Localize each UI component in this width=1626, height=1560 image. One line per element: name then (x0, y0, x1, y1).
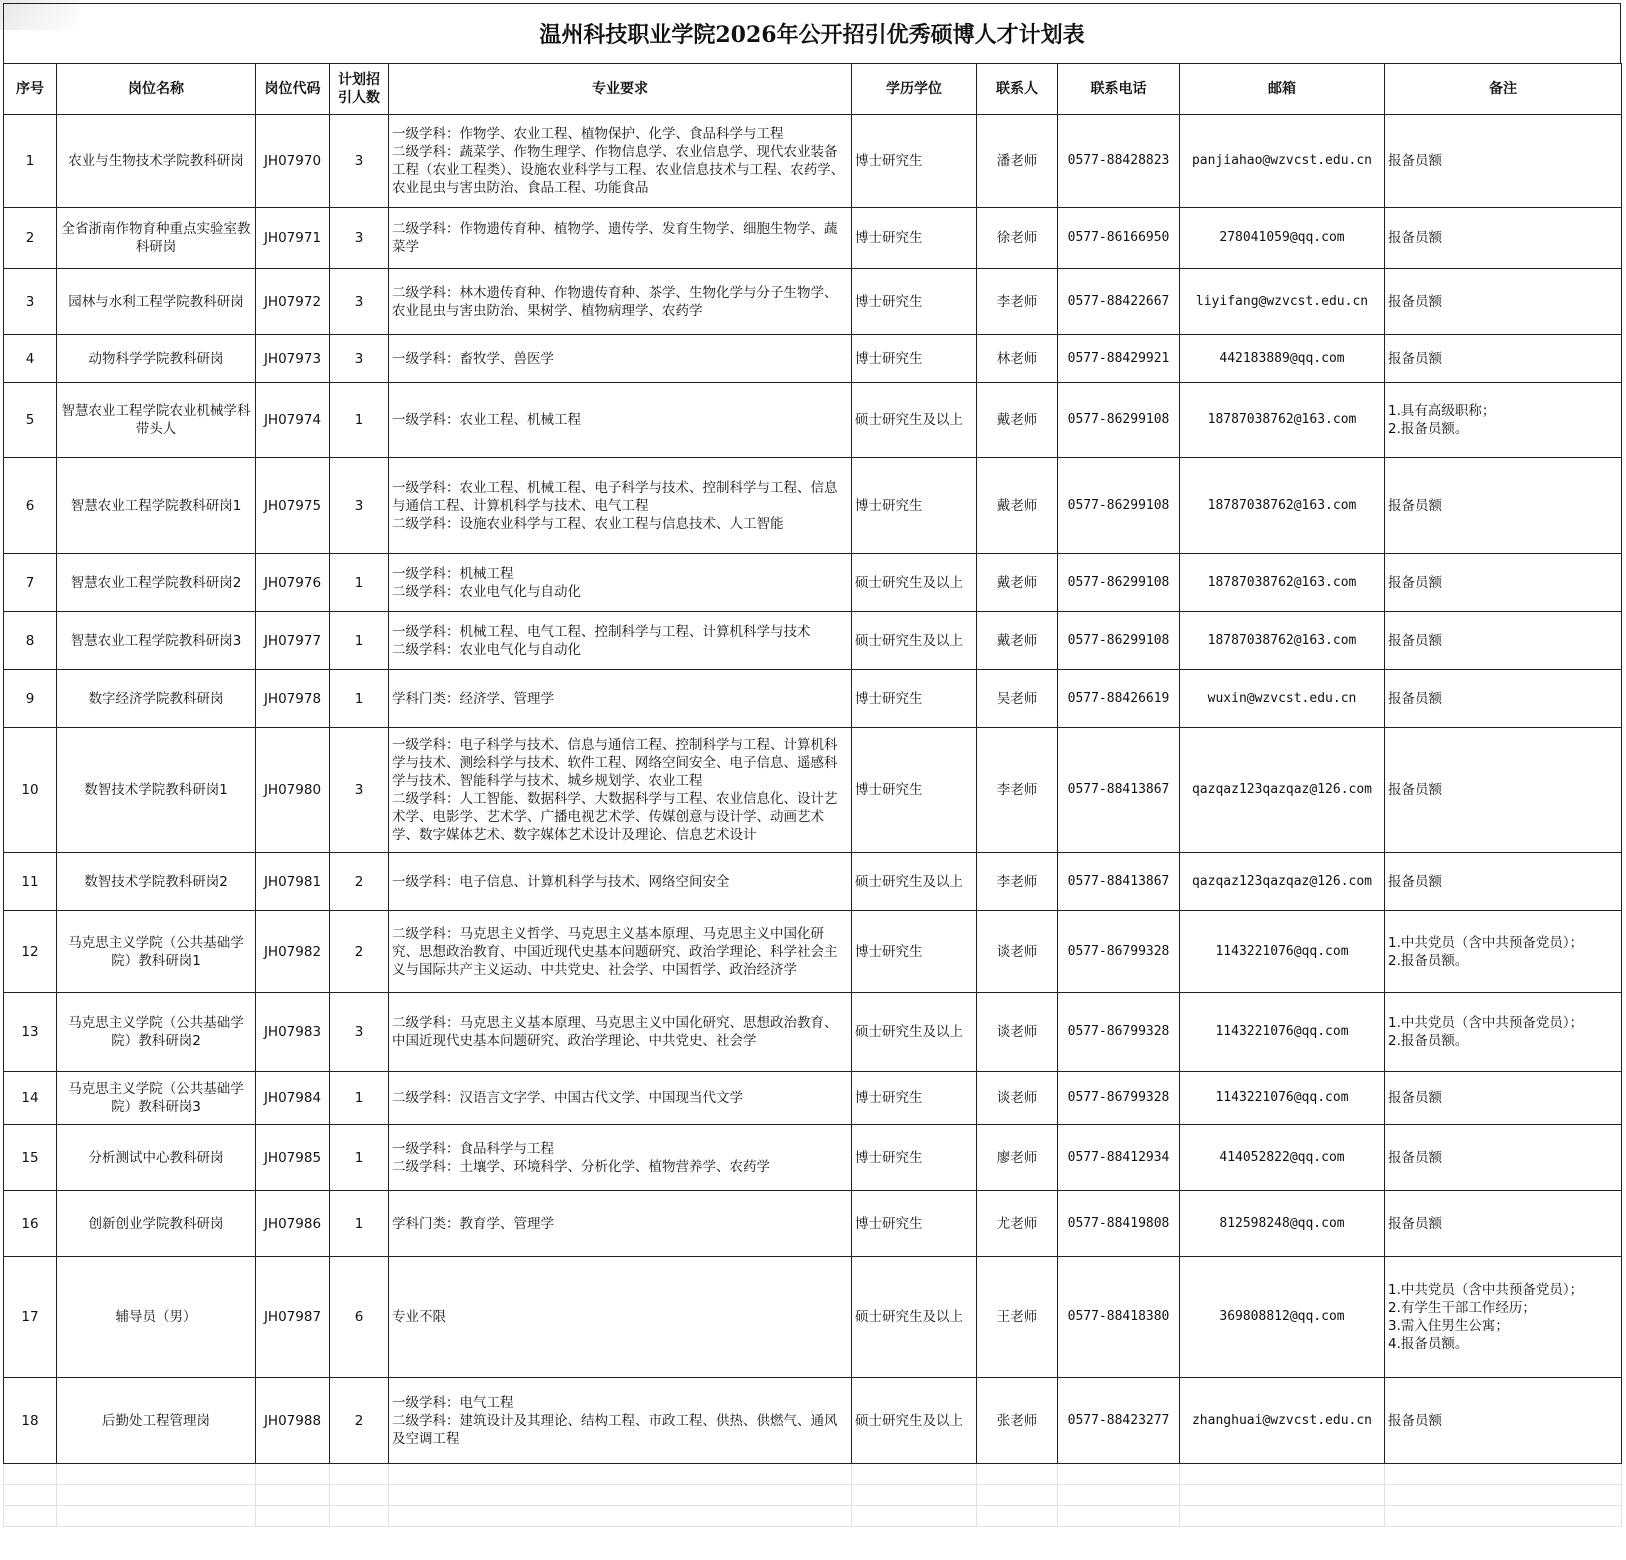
cell-note[interactable]: 1.具有高级职称； 2.报备员额。 (1385, 383, 1622, 458)
cell-count[interactable]: 2 (330, 911, 389, 993)
cell-degree[interactable]: 硕士研究生及以上 (852, 853, 977, 911)
cell-contact[interactable]: 张老师 (977, 1378, 1058, 1464)
cell-email[interactable]: qazqaz123qazqaz@126.com (1180, 853, 1385, 911)
empty-cell[interactable] (330, 1464, 389, 1485)
recruitment-table (3, 63, 1622, 1527)
empty-row (4, 1464, 1622, 1485)
table-row (4, 115, 1622, 208)
empty-cell[interactable] (330, 1506, 389, 1527)
cell-degree[interactable]: 硕士研究生及以上 (852, 612, 977, 670)
cell-code[interactable]: JH07984 (256, 1072, 330, 1125)
cell-no[interactable]: 2 (4, 208, 57, 269)
cell-position[interactable]: 分析测试中心教科研岗 (57, 1125, 256, 1191)
header-no[interactable]: 序号 (4, 64, 57, 115)
empty-cell[interactable] (977, 1506, 1058, 1527)
cell-code[interactable]: JH07988 (256, 1378, 330, 1464)
cell-major[interactable]: 二级学科：作物遗传育种、植物学、遗传学、发育生物学、细胞生物学、蔬菜学 (389, 208, 852, 269)
cell-note[interactable]: 报备员额 (1385, 554, 1622, 612)
cell-degree[interactable]: 博士研究生 (852, 728, 977, 853)
cell-contact[interactable]: 谈老师 (977, 1072, 1058, 1125)
cell-major[interactable]: 二级学科：林木遗传育种、作物遗传育种、茶学、生物化学与分子生物学、农业昆虫与害虫防治、果树学、植物病理学、农药学 (389, 269, 852, 335)
cell-count[interactable]: 1 (330, 1125, 389, 1191)
cell-major[interactable]: 学科门类：经济学、管理学 (389, 670, 852, 728)
table-row (4, 335, 1622, 383)
spreadsheet (3, 3, 1621, 1527)
cell-phone[interactable]: 0577-88412934 (1058, 1125, 1180, 1191)
cell-position[interactable]: 智慧农业工程学院教科研岗3 (57, 612, 256, 670)
cell-count[interactable]: 1 (330, 1191, 389, 1257)
cell-code[interactable]: JH07987 (256, 1257, 330, 1378)
table-row (4, 458, 1622, 554)
cell-note[interactable]: 报备员额 (1385, 612, 1622, 670)
cell-email[interactable]: 442183889@qq.com (1180, 335, 1385, 383)
table-row (4, 1378, 1622, 1464)
sheet-title: 温州科技职业学院2026年公开招引优秀硕博人才计划表 (3, 3, 1621, 63)
empty-cell[interactable] (389, 1485, 852, 1506)
empty-cell[interactable] (1180, 1464, 1385, 1485)
cell-code[interactable]: JH07978 (256, 670, 330, 728)
cell-count[interactable]: 1 (330, 383, 389, 458)
cell-code[interactable]: JH07985 (256, 1125, 330, 1191)
cell-email[interactable]: qazqaz123qazqaz@126.com (1180, 728, 1385, 853)
cell-code[interactable]: JH07972 (256, 269, 330, 335)
cell-count[interactable]: 3 (330, 728, 389, 853)
cell-code[interactable]: JH07983 (256, 993, 330, 1072)
cell-note[interactable]: 报备员额 (1385, 208, 1622, 269)
cell-code[interactable]: JH07971 (256, 208, 330, 269)
cell-count[interactable]: 3 (330, 208, 389, 269)
cell-position[interactable]: 数智技术学院教科研岗1 (57, 728, 256, 853)
cell-code[interactable]: JH07976 (256, 554, 330, 612)
cell-phone[interactable]: 0577-86799328 (1058, 993, 1180, 1072)
cell-position[interactable]: 马克思主义学院（公共基础学院）教科研岗1 (57, 911, 256, 993)
cell-major[interactable]: 一级学科：农业工程、机械工程 (389, 383, 852, 458)
cell-position[interactable]: 园林与水利工程学院教科研岗 (57, 269, 256, 335)
cell-degree[interactable]: 博士研究生 (852, 1191, 977, 1257)
cell-phone[interactable]: 0577-88428823 (1058, 115, 1180, 208)
empty-cell[interactable] (256, 1464, 330, 1485)
table-row (4, 1072, 1622, 1125)
cell-contact[interactable]: 戴老师 (977, 458, 1058, 554)
cell-code[interactable]: JH07986 (256, 1191, 330, 1257)
cell-count[interactable]: 1 (330, 670, 389, 728)
cell-email[interactable]: zhanghuai@wzvcst.edu.cn (1180, 1378, 1385, 1464)
cell-no[interactable]: 12 (4, 911, 57, 993)
cell-note[interactable]: 报备员额 (1385, 335, 1622, 383)
cell-no[interactable]: 10 (4, 728, 57, 853)
empty-cell[interactable] (977, 1485, 1058, 1506)
cell-note[interactable]: 报备员额 (1385, 115, 1622, 208)
cell-major[interactable]: 一级学科：作物学、农业工程、植物保护、化学、食品科学与工程 二级学科：蔬菜学、作物生理学、作物信息学、农业信息学、现代农业装备工程（农业工程类）、设施农业科学与工程、农业信息技术与工程、农药学、农业昆虫与害虫防治、食品工程、功能食品 (389, 115, 852, 208)
cell-major[interactable]: 二级学科：马克思主义基本原理、马克思主义中国化研究、思想政治教育、中国近现代史基本问题研究、政治学理论、中共党史、社会学 (389, 993, 852, 1072)
empty-cell[interactable] (1385, 1485, 1622, 1506)
cell-contact[interactable]: 尤老师 (977, 1191, 1058, 1257)
cell-major[interactable]: 一级学科：电气工程 二级学科：建筑设计及其理论、结构工程、市政工程、供热、供燃气、通风及空调工程 (389, 1378, 852, 1464)
cell-degree[interactable]: 博士研究生 (852, 911, 977, 993)
table-row (4, 1125, 1622, 1191)
cell-degree[interactable]: 博士研究生 (852, 458, 977, 554)
cell-phone[interactable]: 0577-88413867 (1058, 728, 1180, 853)
header-count[interactable]: 计划招引人数 (330, 64, 389, 115)
cell-degree[interactable]: 博士研究生 (852, 1125, 977, 1191)
cell-no[interactable]: 9 (4, 670, 57, 728)
cell-email[interactable]: 278041059@qq.com (1180, 208, 1385, 269)
cell-degree[interactable]: 博士研究生 (852, 670, 977, 728)
cell-note[interactable]: 报备员额 (1385, 1072, 1622, 1125)
cell-phone[interactable]: 0577-86299108 (1058, 458, 1180, 554)
cell-position[interactable]: 马克思主义学院（公共基础学院）教科研岗3 (57, 1072, 256, 1125)
header-contact[interactable]: 联系人 (977, 64, 1058, 115)
cell-no[interactable]: 1 (4, 115, 57, 208)
cell-code[interactable]: JH07977 (256, 612, 330, 670)
cell-note[interactable]: 报备员额 (1385, 458, 1622, 554)
cell-contact[interactable]: 林老师 (977, 335, 1058, 383)
cell-contact[interactable]: 王老师 (977, 1257, 1058, 1378)
table-row (4, 269, 1622, 335)
empty-cell[interactable] (389, 1506, 852, 1527)
cell-phone[interactable]: 0577-88429921 (1058, 335, 1180, 383)
empty-cell[interactable] (4, 1506, 57, 1527)
cell-no[interactable]: 8 (4, 612, 57, 670)
cell-no[interactable]: 14 (4, 1072, 57, 1125)
empty-cell[interactable] (977, 1464, 1058, 1485)
cell-count[interactable]: 1 (330, 1072, 389, 1125)
cell-phone[interactable]: 0577-86299108 (1058, 383, 1180, 458)
empty-cell[interactable] (1058, 1464, 1180, 1485)
table-row (4, 853, 1622, 911)
cell-note[interactable]: 报备员额 (1385, 1191, 1622, 1257)
cell-major[interactable]: 一级学科：食品科学与工程 二级学科：土壤学、环境科学、分析化学、植物营养学、农药学 (389, 1125, 852, 1191)
cell-major[interactable]: 二级学科：汉语言文字学、中国古代文学、中国现当代文学 (389, 1072, 852, 1125)
cell-contact[interactable]: 李老师 (977, 728, 1058, 853)
header-phone[interactable]: 联系电话 (1058, 64, 1180, 115)
cell-position[interactable]: 智慧农业工程学院教科研岗2 (57, 554, 256, 612)
empty-cell[interactable] (1058, 1506, 1180, 1527)
cell-count[interactable]: 3 (330, 458, 389, 554)
cell-note[interactable]: 1.中共党员（含中共预备党员）； 2.报备员额。 (1385, 993, 1622, 1072)
cell-code[interactable]: JH07981 (256, 853, 330, 911)
empty-cell[interactable] (389, 1464, 852, 1485)
empty-cell[interactable] (256, 1485, 330, 1506)
cell-phone[interactable]: 0577-86166950 (1058, 208, 1180, 269)
cell-count[interactable]: 6 (330, 1257, 389, 1378)
cell-email[interactable]: panjiahao@wzvcst.edu.cn (1180, 115, 1385, 208)
cell-contact[interactable]: 谈老师 (977, 993, 1058, 1072)
empty-cell[interactable] (852, 1485, 977, 1506)
cell-degree[interactable]: 博士研究生 (852, 208, 977, 269)
cell-degree[interactable]: 硕士研究生及以上 (852, 1257, 977, 1378)
cell-note[interactable]: 报备员额 (1385, 1378, 1622, 1464)
cell-contact[interactable]: 戴老师 (977, 554, 1058, 612)
cell-no[interactable]: 5 (4, 383, 57, 458)
empty-cell[interactable] (57, 1485, 256, 1506)
table-row (4, 670, 1622, 728)
header-note[interactable]: 备注 (1385, 64, 1622, 115)
cell-contact[interactable]: 徐老师 (977, 208, 1058, 269)
cell-contact[interactable]: 谈老师 (977, 911, 1058, 993)
cell-no[interactable]: 7 (4, 554, 57, 612)
cell-position[interactable]: 后勤处工程管理岗 (57, 1378, 256, 1464)
cell-major[interactable]: 一级学科：机械工程 二级学科：农业电气化与自动化 (389, 554, 852, 612)
cell-major[interactable]: 一级学科：机械工程、电气工程、控制科学与工程、计算机科学与技术 二级学科：农业电气化与自动化 (389, 612, 852, 670)
cell-no[interactable]: 15 (4, 1125, 57, 1191)
table-row (4, 728, 1622, 853)
cell-phone[interactable]: 0577-88422667 (1058, 269, 1180, 335)
empty-cell[interactable] (57, 1506, 256, 1527)
cell-contact[interactable]: 吴老师 (977, 670, 1058, 728)
cell-position[interactable]: 辅导员（男） (57, 1257, 256, 1378)
empty-cell[interactable] (4, 1464, 57, 1485)
cell-count[interactable]: 1 (330, 612, 389, 670)
cell-no[interactable]: 18 (4, 1378, 57, 1464)
cell-major[interactable]: 一级学科：电子科学与技术、信息与通信工程、控制科学与工程、计算机科学与技术、测绘科学与技术、软件工程、网络空间安全、电子信息、遥感科学与技术、智能科学与技术、城乡规划学、农业工程 二级学科：人工智能、数据科学、大数据科学与工程、农业信息化、设计艺术学、电影学、艺术学、广播电视艺术学、传媒创意与设计学、动画艺术学、数字媒体艺术、数字媒体艺术设计及理论、信息艺术设计 (389, 728, 852, 853)
empty-cell[interactable] (852, 1464, 977, 1485)
cell-code[interactable]: JH07970 (256, 115, 330, 208)
cell-email[interactable]: 369808812@qq.com (1180, 1257, 1385, 1378)
table-row (4, 612, 1622, 670)
cell-major[interactable]: 一级学科：畜牧学、兽医学 (389, 335, 852, 383)
cell-no[interactable]: 17 (4, 1257, 57, 1378)
cell-major[interactable]: 一级学科：农业工程、机械工程、电子科学与技术、控制科学与工程、信息与通信工程、计算机科学与技术、电气工程 二级学科：设施农业科学与工程、农业工程与信息技术、人工智能 (389, 458, 852, 554)
cell-count[interactable]: 1 (330, 554, 389, 612)
cell-position[interactable]: 全省浙南作物育种重点实验室教科研岗 (57, 208, 256, 269)
cell-phone[interactable]: 0577-88426619 (1058, 670, 1180, 728)
empty-cell[interactable] (852, 1506, 977, 1527)
empty-cell[interactable] (1180, 1506, 1385, 1527)
cell-no[interactable]: 4 (4, 335, 57, 383)
cell-email[interactable]: 414052822@qq.com (1180, 1125, 1385, 1191)
cell-major[interactable]: 一级学科：电子信息、计算机科学与技术、网络空间安全 (389, 853, 852, 911)
cell-major[interactable]: 二级学科：马克思主义哲学、马克思主义基本原理、马克思主义中国化研究、思想政治教育、中国近现代史基本问题研究、政治学理论、科学社会主义与国际共产主义运动、中共党史、社会学、中国哲学、政治经济学 (389, 911, 852, 993)
cell-email[interactable]: 18787038762@163.com (1180, 383, 1385, 458)
cell-position[interactable]: 数字经济学院教科研岗 (57, 670, 256, 728)
cell-contact[interactable]: 戴老师 (977, 612, 1058, 670)
cell-phone[interactable]: 0577-86799328 (1058, 911, 1180, 993)
cell-phone[interactable]: 0577-88413867 (1058, 853, 1180, 911)
cell-email[interactable]: liyifang@wzvcst.edu.cn (1180, 269, 1385, 335)
empty-cell[interactable] (256, 1506, 330, 1527)
cell-email[interactable]: 18787038762@163.com (1180, 458, 1385, 554)
cell-no[interactable]: 16 (4, 1191, 57, 1257)
cell-phone[interactable]: 0577-86299108 (1058, 554, 1180, 612)
cell-email[interactable]: 1143221076@qq.com (1180, 911, 1385, 993)
cell-no[interactable]: 3 (4, 269, 57, 335)
empty-cell[interactable] (1180, 1485, 1385, 1506)
header-degree[interactable]: 学历学位 (852, 64, 977, 115)
cell-count[interactable]: 3 (330, 269, 389, 335)
cell-contact[interactable]: 廖老师 (977, 1125, 1058, 1191)
cell-note[interactable]: 报备员额 (1385, 670, 1622, 728)
empty-cell[interactable] (1385, 1506, 1622, 1527)
cell-email[interactable]: 18787038762@163.com (1180, 554, 1385, 612)
table-row (4, 383, 1622, 458)
cell-contact[interactable]: 李老师 (977, 269, 1058, 335)
cell-degree[interactable]: 硕士研究生及以上 (852, 554, 977, 612)
empty-cell[interactable] (330, 1485, 389, 1506)
cell-code[interactable]: JH07980 (256, 728, 330, 853)
cell-note[interactable]: 报备员额 (1385, 269, 1622, 335)
empty-row (4, 1485, 1622, 1506)
cell-note[interactable]: 报备员额 (1385, 728, 1622, 853)
cell-degree[interactable]: 博士研究生 (852, 335, 977, 383)
cell-contact[interactable]: 戴老师 (977, 383, 1058, 458)
cell-note[interactable]: 1.中共党员（含中共预备党员）； 2.有学生干部工作经历； 3.需入住男生公寓； 4.报备员额。 (1385, 1257, 1622, 1378)
table-row (4, 208, 1622, 269)
cell-code[interactable]: JH07982 (256, 911, 330, 993)
header-row (4, 64, 1622, 115)
empty-cell[interactable] (1385, 1464, 1622, 1485)
header-code[interactable]: 岗位代码 (256, 64, 330, 115)
header-position[interactable]: 岗位名称 (57, 64, 256, 115)
cell-position[interactable]: 农业与生物技术学院教科研岗 (57, 115, 256, 208)
cell-email[interactable]: 812598248@qq.com (1180, 1191, 1385, 1257)
cell-note[interactable]: 报备员额 (1385, 853, 1622, 911)
cell-code[interactable]: JH07973 (256, 335, 330, 383)
cell-degree[interactable]: 硕士研究生及以上 (852, 993, 977, 1072)
cell-email[interactable]: wuxin@wzvcst.edu.cn (1180, 670, 1385, 728)
cell-contact[interactable]: 李老师 (977, 853, 1058, 911)
cell-code[interactable]: JH07975 (256, 458, 330, 554)
cell-count[interactable]: 3 (330, 335, 389, 383)
table-row (4, 993, 1622, 1072)
empty-cell[interactable] (1058, 1485, 1180, 1506)
cell-count[interactable]: 3 (330, 115, 389, 208)
cell-major[interactable]: 专业不限 (389, 1257, 852, 1378)
cell-email[interactable]: 1143221076@qq.com (1180, 993, 1385, 1072)
header-major[interactable]: 专业要求 (389, 64, 852, 115)
cell-degree[interactable]: 博士研究生 (852, 115, 977, 208)
cell-phone[interactable]: 0577-86799328 (1058, 1072, 1180, 1125)
table-row (4, 1191, 1622, 1257)
cell-degree[interactable]: 博士研究生 (852, 269, 977, 335)
cell-code[interactable]: JH07974 (256, 383, 330, 458)
cell-note[interactable]: 报备员额 (1385, 1125, 1622, 1191)
cell-position[interactable]: 智慧农业工程学院教科研岗1 (57, 458, 256, 554)
cell-position[interactable]: 数智技术学院教科研岗2 (57, 853, 256, 911)
table-row (4, 911, 1622, 993)
cell-no[interactable]: 11 (4, 853, 57, 911)
empty-cell[interactable] (4, 1485, 57, 1506)
cell-email[interactable]: 18787038762@163.com (1180, 612, 1385, 670)
empty-cell[interactable] (57, 1464, 256, 1485)
cell-position[interactable]: 智慧农业工程学院农业机械学科带头人 (57, 383, 256, 458)
header-email[interactable]: 邮箱 (1180, 64, 1385, 115)
cell-note[interactable]: 1.中共党员（含中共预备党员）； 2.报备员额。 (1385, 911, 1622, 993)
empty-row (4, 1506, 1622, 1527)
cell-email[interactable]: 1143221076@qq.com (1180, 1072, 1385, 1125)
cell-count[interactable]: 3 (330, 993, 389, 1072)
cell-contact[interactable]: 潘老师 (977, 115, 1058, 208)
table-row (4, 554, 1622, 612)
cell-position[interactable]: 创新创业学院教科研岗 (57, 1191, 256, 1257)
cell-phone[interactable]: 0577-86299108 (1058, 612, 1180, 670)
cell-position[interactable]: 马克思主义学院（公共基础学院）教科研岗2 (57, 993, 256, 1072)
table-row (4, 1257, 1622, 1378)
cell-degree[interactable]: 硕士研究生及以上 (852, 383, 977, 458)
cell-phone[interactable]: 0577-88418380 (1058, 1257, 1180, 1378)
cell-phone[interactable]: 0577-88423277 (1058, 1378, 1180, 1464)
cell-count[interactable]: 2 (330, 853, 389, 911)
cell-no[interactable]: 13 (4, 993, 57, 1072)
cell-phone[interactable]: 0577-88419808 (1058, 1191, 1180, 1257)
cell-degree[interactable]: 硕士研究生及以上 (852, 1378, 977, 1464)
cell-count[interactable]: 2 (330, 1378, 389, 1464)
cell-position[interactable]: 动物科学学院教科研岗 (57, 335, 256, 383)
cell-major[interactable]: 学科门类：教育学、管理学 (389, 1191, 852, 1257)
cell-no[interactable]: 6 (4, 458, 57, 554)
cell-degree[interactable]: 博士研究生 (852, 1072, 977, 1125)
